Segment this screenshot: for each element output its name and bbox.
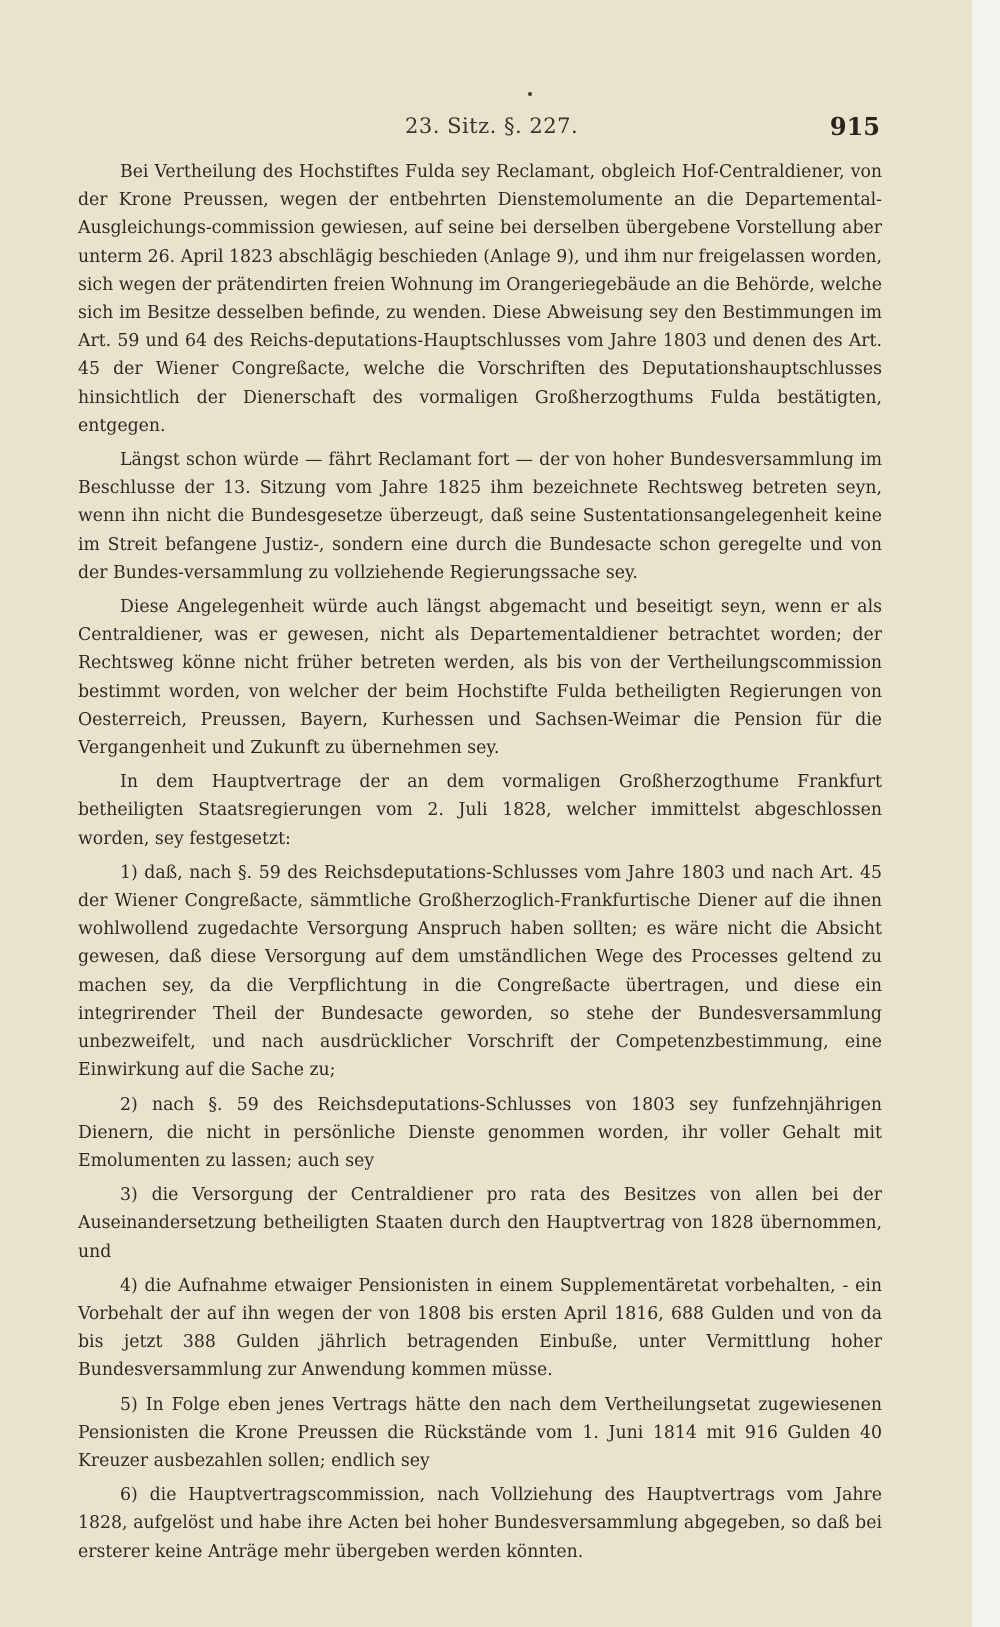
list-item-6: 6) die Hauptvertragscommission, nach Vollziehung des Hauptvertrags vom Jahre 1828, aufgelöst und habe ihre Acten bei hoher Bundesversammlung abgegeben, so daß bei ersterer keine Anträge mehr übergeben werden könnten. (78, 1485, 882, 1562)
list-item-2: 2) nach §. 59 des Reichsdeputations-Schlusses von 1803 sey funfzehnjährigen Dienern, die nicht in persönliche Dienste genommen worden, ihr voller Gehalt mit Emolumenten zu lassen; auch sey (78, 1094, 882, 1171)
print-speck (528, 92, 532, 96)
running-head: 23. Sitz. §. 227. (405, 114, 579, 138)
page-number: 915 (829, 112, 880, 141)
list-item-3: 3) die Versorgung der Centraldiener pro rata des Besitzes von allen bei der Auseinandersetzung betheiligten Staaten durch den Hauptvertrag von 1828 übernommen, und (78, 1185, 882, 1262)
paragraph-4: In dem Hauptvertrage der an dem vormaligen Großherzogthume Frankfurt betheiligten Staatsregierungen vom 2. Juli 1828, welcher immittelst abgeschlossen worden, sey festgesetzt: (78, 772, 882, 849)
list-item-5: 5) In Folge eben jenes Vertrags hätte den nach dem Vertheilungsetat zugewiesenen Pensionisten die Krone Preussen die Rückstände vom 1. Juni 1814 mit 916 Gulden 40 Kreuzer ausbezahlen sollen; endlich sey (78, 1394, 882, 1471)
page-header (80, 106, 880, 146)
paragraph-3: Diese Angelegenheit würde auch längst abgemacht und beseitigt seyn, wenn er als Centraldiener, was er gewesen, nicht als Departementaldiener betrachtet worden; der Rechtsweg könne nicht früher betreten werden, als bis von der Vertheilungscommission bestimmt worden, von welcher der beim Hochstifte Fulda betheiligten Regierungen von Oesterreich, Preussen, Bayern, Kurhessen und Sachsen-Weimar die Pension für die Vergangenheit und Zukunft zu übernehmen sey. (78, 597, 882, 759)
list-item-1: 1) daß, nach §. 59 des Reichsdeputations-Schlusses vom Jahre 1803 und nach Art. 45 der Wiener Congreßacte, sämmtliche Großherzoglich-Frankfurtische Diener auf die ihnen wohlwollend zugedachte Versorgung Anspruch haben sollten; es wäre nicht die Absicht gewesen, daß diese Versorgung auf dem umständlichen Wege des Processes geltend zu machen sey, da die Verpflichtung in die Congreßacte übertragen, und diese ein integrirender Theil der Bundesacte geworden, so stehe der Bundesversammlung unbezweifelt, und nach ausdrücklicher Vorschrift der Competenzbestimmung, eine Einwirkung auf die Sache zu; (78, 862, 882, 1081)
paragraph-1: Bei Vertheilung des Hochstiftes Fulda sey Reclamant, obgleich Hof-Centraldiener, von der Krone Preussen, wegen der entbehrten Dienstemolumente an die Departemental-Ausgleichungs-commission gewiesen, auf seine bei derselben übergebene Vorstellung aber unterm 26. April 1823 abschlägig beschieden (Anlage 9), und ihm nur freigelassen worden, sich wegen der prätendirten freien Wohnung im Orangeriegebäude an die Behörde, welche sich im Besitze desselben befinde, zu wenden. Diese Abweisung sey den Bestimmungen im Art. 59 und 64 des Reichs-deputations-Hauptschlusses vom Jahre 1803 und denen des Art. 45 der Wiener Congreßacte, welche die Vorschriften des Deputationshauptschlusses hinsichtlich der Dienerschaft des vormaligen Großherzogthums Fulda bestätigten, entgegen. (78, 162, 882, 436)
paragraph-2: Längst schon würde — fährt Reclamant fort — der von hoher Bundesversammlung im Beschlusse der 13. Sitzung vom Jahre 1825 ihm bezeichnete Rechtsweg betreten seyn, wenn ihn nicht die Bundesgesetze überzeugt, daß seine Sustentationsangelegenheit keine im Streit befangene Justiz-, sondern eine durch die Bundesacte schon geregelte und von der Bundes-versammlung zu vollziehende Regierungssache sey. (78, 450, 882, 583)
list-item-4: 4) die Aufnahme etwaiger Pensionisten in einem Supplementäretat vorbehalten, - ein Vorbehalt der auf ihn wegen der von 1808 bis ersten April 1816, 688 Gulden und von da bis jetzt 388 Gulden jährlich betragenden Einbuße, unter Vermittlung hoher Bundesversammlung zur Anwendung kommen müsse. (78, 1275, 882, 1381)
body-text (78, 158, 882, 1572)
